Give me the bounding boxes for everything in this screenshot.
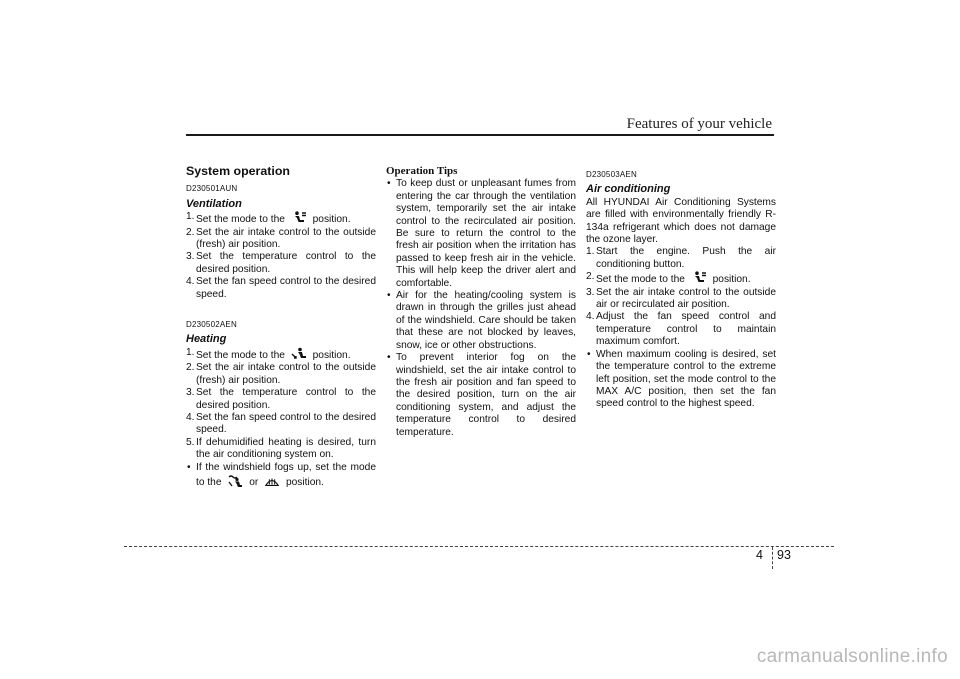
ventilation-step: 4. Set the fan speed control to the desired speed.	[186, 276, 376, 300]
column-operation-tips	[386, 165, 576, 439]
footer-rule	[124, 546, 834, 547]
heating-step: 3. Set the temperature control to the desired position.	[186, 387, 376, 411]
watermark: carmanualsonline.info	[756, 646, 948, 667]
ventilation-step: 1. Set the mode to the position.	[186, 211, 351, 226]
ventilation-code: D230501AUN	[186, 184, 238, 194]
ventilation-step: 2. Set the air intake control to the outside (fresh) air position.	[186, 226, 376, 251]
header-rule	[186, 134, 774, 136]
footer-separator	[772, 547, 773, 569]
heating-step: 5. If dehumidified heating is desired, turn the air conditioning system on.	[186, 436, 376, 461]
tip-bullet: • To keep dust or unpleasant fumes from entering the car through the ventilation system, temporarily set the air intake control to the recirculated air position. Be sure to return the control to the fresh air position when the irritation has passed to keep fresh air in the vehicle. This will help keep the driver alert and comfortable.	[387, 178, 576, 289]
ventilation-step: 3. Set the temperature control to the desired position.	[186, 251, 376, 275]
heating-code: D230502AEN	[186, 320, 237, 330]
face-vent-mode-icon	[291, 211, 307, 225]
heating-step: 1. Set the mode to the position.	[186, 346, 351, 361]
heating-step: 2. Set the air intake control to the outside (fresh) air position.	[186, 362, 376, 386]
ac-step: 1. Start the engine. Push the air conditioning button.	[586, 246, 776, 270]
ac-step: 4. Adjust the fan speed control and temperature control to maintain maximum comfort.	[586, 311, 776, 348]
ac-code: D230503AEN	[586, 170, 637, 179]
heating-step: 4. Set the fan speed control to the desired speed.	[186, 411, 376, 436]
tip-bullet: • Air for the heating/cooling system is drawn in through the grilles just ahead of the windshield. Care should be taken that these are not blocked by leaves, snow, ice or other obstructions.	[387, 290, 576, 351]
page-header-title: Features of your vehicle	[626, 116, 772, 132]
tip-bullet: • To prevent interior fog on the windshield, set the air intake control to the fresh air position and fan speed to the desired position, turn on the air conditioning system, and adjust the temperature control to desired temperature.	[387, 352, 576, 438]
ac-intro: All HYUNDAI Air Conditioning Systems are filled with environmentally friendly R-134a refrigerant which does not damage the ozone layer.	[586, 196, 776, 246]
page-number: 93	[777, 548, 791, 562]
floor-mode-icon	[291, 347, 307, 361]
tips-title: Operation Tips	[386, 165, 458, 177]
column-air-conditioning	[586, 165, 776, 411]
chapter-number: 4	[756, 548, 763, 562]
ac-step: 2. Set the mode to the position.	[586, 271, 751, 286]
defrost-mode-icon	[264, 474, 280, 488]
ac-bullet: • When maximum cooling is desired, set the temperature control to the extreme left position, set the mode control to the MAX A/C position, then set the fan speed control to the highest speed.	[587, 348, 776, 410]
heating-bullet: • If the windshield fogs up, set the mode to the or position.	[187, 461, 376, 488]
floor-defrost-mode-icon	[227, 474, 243, 488]
ac-step: 3. Set the air intake control to the outside air or recirculated air position.	[586, 286, 776, 311]
section-title: System operation	[186, 164, 290, 178]
column-system-operation	[186, 165, 376, 489]
face-vent-mode-icon	[691, 271, 707, 285]
heating-title: Heating	[186, 333, 227, 346]
ventilation-title: Ventilation	[186, 197, 242, 210]
ac-title: Air conditioning	[586, 183, 671, 196]
